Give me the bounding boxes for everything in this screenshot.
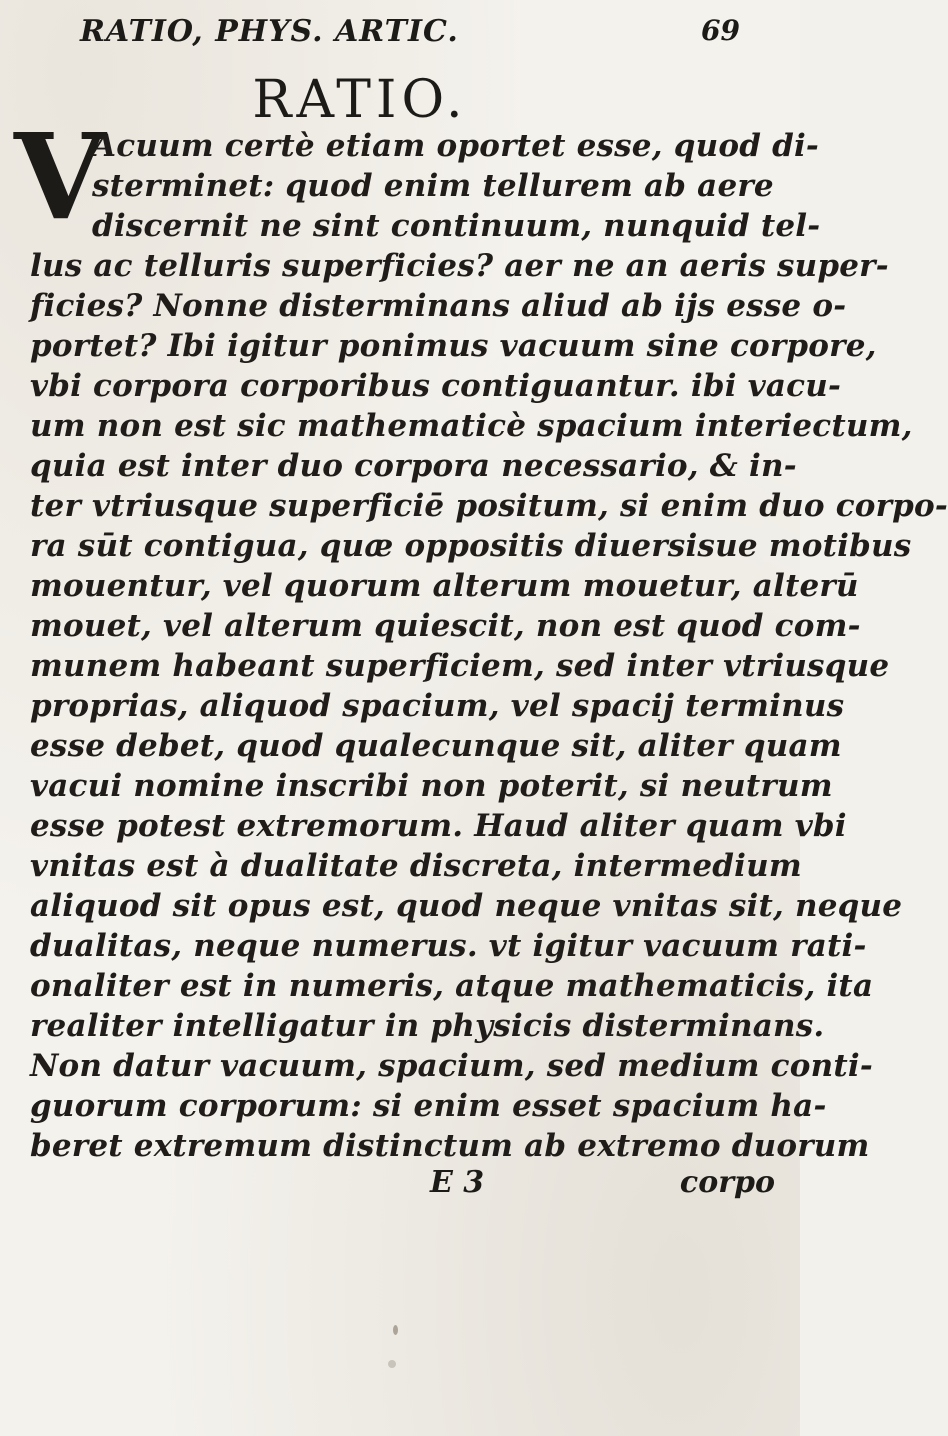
text-line: munem habeant superficiem, sed inter vtriusque	[30, 648, 890, 684]
text-line: um non est sic mathematicè spacium interiectum,	[30, 408, 913, 444]
text-line: ficies? Nonne disterminans aliud ab ijs esse o-	[30, 288, 847, 324]
text-line: ter vtriusque superficiē positum, si enim duo corpo-	[30, 488, 948, 524]
text-line: lus ac telluris superficies? aer ne an aeris super-	[30, 248, 889, 284]
text-line: realiter intelligatur in physicis disterminans.	[30, 1008, 825, 1044]
text-line: guorum corporum: si enim esset spacium ha-	[30, 1088, 827, 1124]
text-line: vacui nomine inscribi non poterit, si neutrum	[30, 768, 833, 804]
text-line: Non datur vacuum, spacium, sed medium conti-	[30, 1048, 873, 1084]
text-line: Acuum certè etiam oportet esse, quod di-	[92, 128, 819, 164]
text-line: ra sūt contigua, quæ oppositis diuersisue motibus	[30, 528, 912, 564]
page-footer	[430, 1165, 775, 1205]
text-line: vbi corpora corporibus contiguantur. ibi vacu-	[30, 368, 842, 404]
text-line: portet? Ibi igitur ponimus vacuum sine corpore,	[30, 328, 877, 364]
ink-speck	[393, 1325, 398, 1335]
running-head	[80, 14, 740, 54]
text-line: proprias, aliquod spacium, vel spacij terminus	[30, 688, 845, 724]
signature-mark: E 3	[430, 1165, 485, 1200]
section-heading: RATIO.	[252, 70, 468, 130]
text-line: esse potest extremorum. Haud aliter quam vbi	[30, 808, 847, 844]
text-line: aliquod sit opus est, quod neque vnitas sit, neque	[30, 888, 903, 924]
text-line: dualitas, neque numerus. vt igitur vacuum rati-	[30, 928, 867, 964]
text-line: quia est inter duo corpora necessario, & in-	[30, 448, 797, 484]
text-line: beret extremum distinctum ab extremo duorum	[30, 1128, 870, 1164]
text-line: esse debet, quod qualecunque sit, aliter quam	[30, 728, 842, 764]
text-line: discernit ne sint continuum, nunquid tel-	[92, 208, 821, 244]
page-number: 69	[701, 14, 740, 47]
text-line: vnitas est à dualitate discreta, intermedium	[30, 848, 802, 884]
catchword: corpo	[679, 1165, 775, 1200]
drop-cap: V	[14, 107, 106, 246]
running-title: RATIO, PHYS. ARTIC.	[80, 14, 459, 49]
text-line: sterminet: quod enim tellurem ab aere	[92, 168, 774, 204]
ink-speck	[388, 1360, 396, 1368]
text-line: mouet, vel alterum quiescit, non est quod com-	[30, 608, 861, 644]
text-line: onaliter est in numeris, atque mathematicis, ita	[30, 968, 874, 1004]
text-line: mouentur, vel quorum alterum mouetur, alterū	[30, 568, 859, 604]
